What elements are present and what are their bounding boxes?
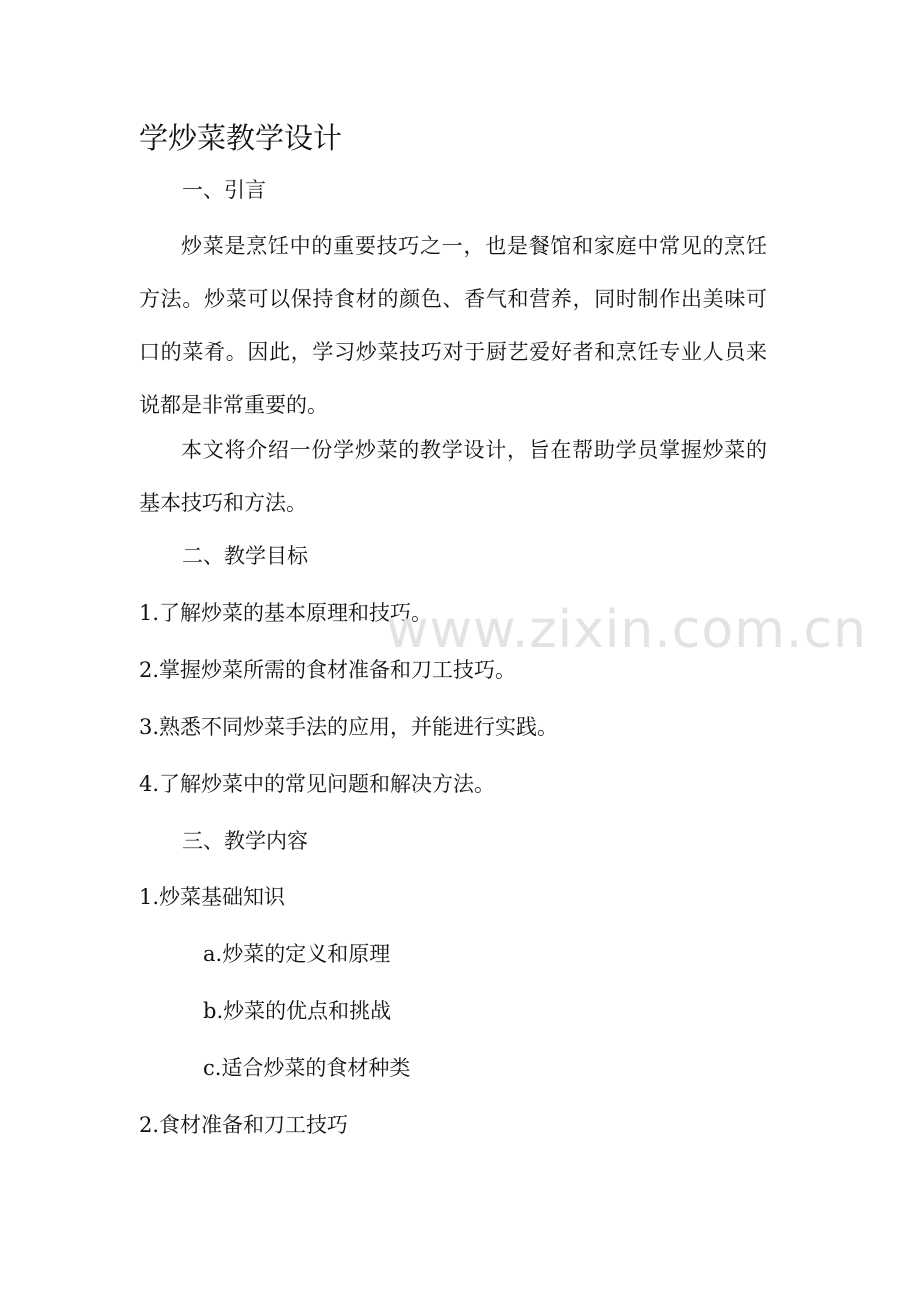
- section-heading-content: 三、教学内容: [182, 829, 308, 853]
- goal-item-1: 1.了解炒菜的基本原理和技巧。: [139, 601, 433, 625]
- goal-item-4: 4.了解炒菜中的常见问题和解决方法。: [139, 772, 496, 796]
- content-subitem-a: a.炒菜的定义和原理: [203, 942, 391, 966]
- watermark: www.zixin.com.cn: [386, 600, 867, 660]
- content-item-1: 1.炒菜基础知识: [139, 885, 286, 909]
- section-heading-intro: 一、引言: [182, 178, 266, 202]
- goal-item-2: 2.掌握炒菜所需的食材准备和刀工技巧。: [139, 658, 517, 682]
- content-subitem-c: c.适合炒菜的食材种类: [203, 1056, 411, 1080]
- section-heading-goals: 二、教学目标: [182, 544, 308, 568]
- document-title: 学炒菜教学设计: [139, 121, 343, 155]
- intro-paragraph-2: 本文将介绍一份学炒菜的教学设计，旨在帮助学员掌握炒菜的基本技巧和方法。: [139, 438, 767, 515]
- goal-item-3: 3.熟悉不同炒菜手法的应用，并能进行实践。: [139, 715, 559, 739]
- intro-paragraph-1: 炒菜是烹饪中的重要技巧之一，也是餐馆和家庭中常见的烹饪方法。炒菜可以保持食材的颜色、香气和营养，同时制作出美味可口的菜肴。因此，学习炒菜技巧对于厨艺爱好者和烹饪专业人员来说都是非常重要的。: [139, 234, 767, 417]
- content-subitem-b: b.炒菜的优点和挑战: [203, 999, 392, 1023]
- content-item-2: 2.食材准备和刀工技巧: [139, 1113, 349, 1137]
